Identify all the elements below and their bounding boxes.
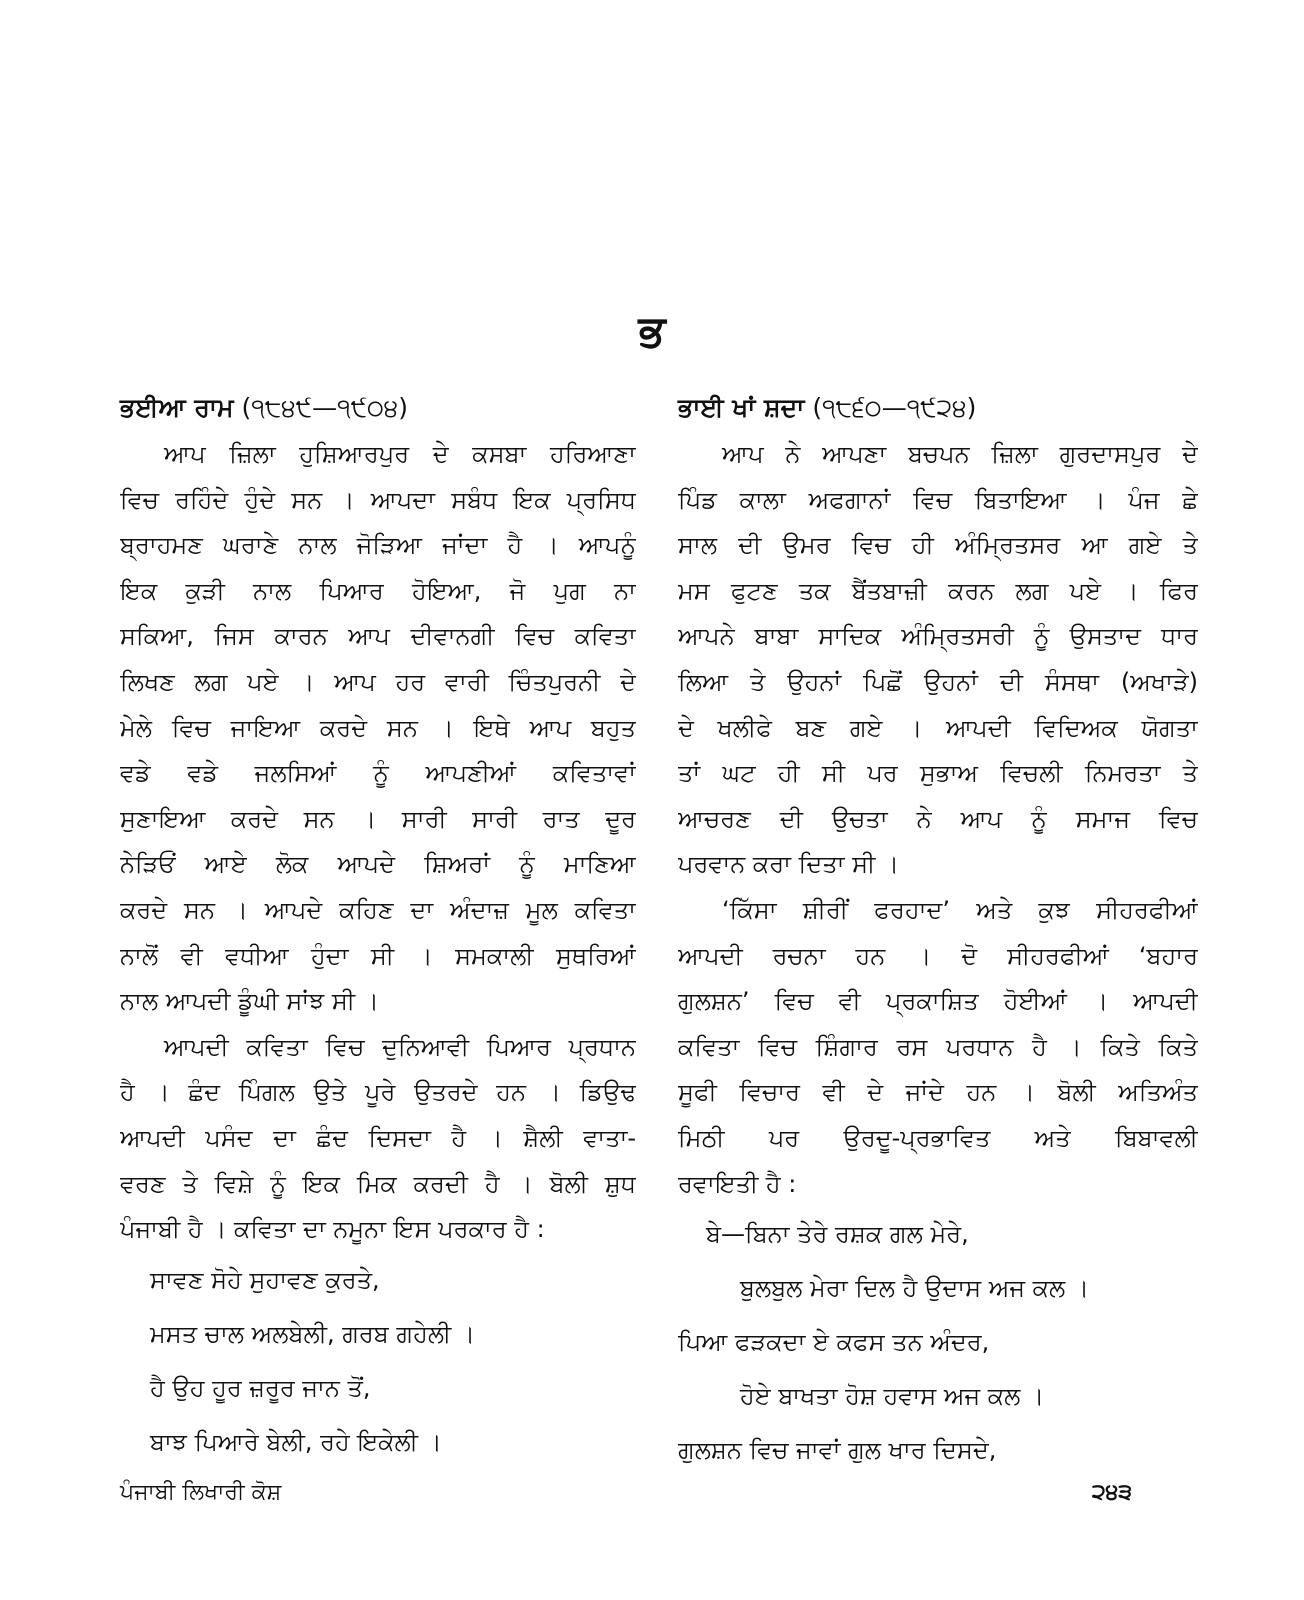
entry-heading xyxy=(120,390,636,426)
paragraph-line: ਆਪਨੇ ਬਾਬਾ ਸਾਦਿਕ ਅੰਮ੍ਰਿਤਸਰੀ ਨੂੰ ਉਸਤਾਦ ਧਾਰ xyxy=(678,622,1198,651)
paragraph-line: ਨਾਲ ਆਪਦੀ ਡੂੰਘੀ ਸਾਂਝ ਸੀ । xyxy=(120,987,379,1016)
verse-line: ਬੇ—ਬਿਨਾ ਤੇਰੇ ਰਸ਼ਕ ਗਲ ਮੇਰੇ, xyxy=(706,1220,969,1249)
paragraph-line: ਸਾਲ ਦੀ ਉਮਰ ਵਿਚ ਹੀ ਅੰਮ੍ਰਿਤਸਰ ਆ ਗਏ ਤੇ xyxy=(678,531,1198,560)
paragraph-line: ਨਾਲੋਂ ਵੀ ਵਧੀਆ ਹੁੰਦਾ ਸੀ । ਸਮਕਾਲੀ ਸੁਥਰਿਆਂ xyxy=(120,941,636,970)
paragraph-line: ਆਪਦੀ ਪਸੰਦ ਦਾ ਛੰਦ ਦਿਸਦਾ ਹੈ । ਸ਼ੈਲੀ ਵਾਤਾ- xyxy=(120,1123,636,1152)
verse-line: ਮਸਤ ਚਾਲ ਅਲਬੇਲੀ, ਗਰਬ ਗਹੇਲੀ । xyxy=(150,1319,476,1348)
left-column xyxy=(120,390,636,1469)
paragraph-line: ਕਰਦੇ ਸਨ । ਆਪਦੇ ਕਹਿਣ ਦਾ ਅੰਦਾਜ਼ ਮੂਲ ਕਵਿਤਾ xyxy=(120,895,636,924)
paragraph-line: ਵਰਣ ਤੇ ਵਿਸ਼ੇ ਨੂੰ ਇਕ ਮਿਕ ਕਰਦੀ ਹੈ । ਬੋਲੀ ਸ਼ੁਧ xyxy=(120,1169,636,1198)
footer-page-number: ੨੪੩ xyxy=(1092,1480,1133,1505)
paragraph-line: ਵਿਚ ਰਹਿੰਦੇ ਹੁੰਦੇ ਸਨ । ਆਪਦਾ ਸਬੰਧ ਇਕ ਪ੍ਰਸਿਧ xyxy=(120,485,636,514)
verse-line: ਹੈ ਉਹ ਹੂਰ ਜ਼ਰੂਰ ਜਾਨ ਤੋਂ, xyxy=(150,1373,371,1402)
paragraph-line: ਰਵਾਇਤੀ ਹੈ : xyxy=(678,1169,797,1198)
paragraph-line: ਤਾਂ ਘਟ ਹੀ ਸੀ ਪਰ ਸੁਭਾਅ ਵਿਚਲੀ ਨਿਮਰਤਾ ਤੇ xyxy=(678,759,1198,788)
paragraph-line: ਪੰਜਾਬੀ ਹੈ । ਕਵਿਤਾ ਦਾ ਨਮੂਨਾ ਇਸ ਪਰਕਾਰ ਹੈ : xyxy=(120,1215,545,1244)
paragraph-line: ਮਿਠੀ ਪਰ ਉਰਦੂ-ਪ੍ਰਭਾਵਿਤ ਅਤੇ ਬਿਬਾਵਲੀ xyxy=(678,1123,1198,1152)
paragraph-line: ਗੁਲਸ਼ਨ’ ਵਿਚ ਵੀ ਪ੍ਰਕਾਸ਼ਿਤ ਹੋਈਆਂ । ਆਪਦੀ xyxy=(678,987,1198,1016)
verse-line: ਹੋਏ ਬਾਖਤਾ ਹੋਸ਼ ਹਵਾਸ ਅਜ ਕਲ । xyxy=(740,1382,1045,1411)
verse-line: ਬੁਲਬੁਲ ਮੇਰਾ ਦਿਲ ਹੈ ਉਦਾਸ ਅਜ ਕਲ । xyxy=(740,1274,1090,1303)
paragraph-line: ਵਡੇ ਵਡੇ ਜਲਸਿਆਂ ਨੂੰ ਆਪਣੀਆਂ ਕਵਿਤਾਵਾਂ xyxy=(120,759,636,788)
paragraph-line: ਸੁਣਾਇਆ ਕਰਦੇ ਸਨ । ਸਾਰੀ ਸਾਰੀ ਰਾਤ ਦੂਰ xyxy=(120,804,636,833)
paragraph-line: ਇਕ ਕੁੜੀ ਨਾਲ ਪਿਆਰ ਹੋਇਆ, ਜੋ ਪੁਗ ਨਾ xyxy=(120,576,636,605)
entry-heading xyxy=(678,390,1198,426)
paragraph-line: ‘ਕਿੱਸਾ ਸ਼ੀਰੀਂ ਫਰਹਾਦ’ ਅਤੇ ਕੁਝ ਸੀਹਰਫੀਆਂ xyxy=(722,895,1198,924)
paragraph-line: ਲਿਖਣ ਲਗ ਪਏ । ਆਪ ਹਰ ਵਾਰੀ ਚਿੰਤਪੁਰਨੀ ਦੇ xyxy=(120,667,636,696)
paragraph-line: ਆਪ ਜ਼ਿਲਾ ਹੁਸ਼ਿਆਰਪੁਰ ਦੇ ਕਸਬਾ ਹਰਿਆਣਾ xyxy=(164,440,636,468)
paragraph-line: ਹੈ । ਛੰਦ ਪਿੰਗਲ ਉਤੇ ਪੂਰੇ ਉਤਰਦੇ ਹਨ । ਡਿਉਢ xyxy=(120,1078,636,1107)
paragraph-line: ਪਿੰਡ ਕਾਲਾ ਅਫਗਾਨਾਂ ਵਿਚ ਬਿਤਾਇਆ । ਪੰਜ ਛੇ xyxy=(678,485,1198,514)
paragraph-line: ਦੇ ਖਲੀਫੇ ਬਣ ਗਏ । ਆਪਦੀ ਵਿਦਿਅਕ ਯੋਗਤਾ xyxy=(678,713,1198,742)
verse-line: ਗੁਲਸ਼ਨ ਵਿਚ ਜਾਵਾਂ ਗੁਲ ਖਾਰ ਦਿਸਦੇ, xyxy=(678,1436,997,1465)
footer-book-title: ਪੰਜਾਬੀ ਲਿਖਾਰੀ ਕੋਸ਼ xyxy=(120,1480,282,1505)
verse-line: ਪਿਆ ਫੜਕਦਾ ਏ ਕਫਸ ਤਨ ਅੰਦਰ, xyxy=(678,1328,990,1357)
verse-line: ਸਾਵਣ ਸੋਹੇ ਸੁਹਾਵਣ ਕੁਰਤੇ, xyxy=(150,1265,380,1294)
entry-name: ਭਈਆ ਰਾਮ xyxy=(120,393,234,422)
entry-name: ਭਾਈ ਖਾਂ ਸ਼ਦਾ xyxy=(678,393,805,422)
paragraph-line: ਆਚਰਣ ਦੀ ਉਚਤਾ ਨੇ ਆਪ ਨੂੰ ਸਮਾਜ ਵਿਚ xyxy=(678,804,1198,833)
paragraph-line: ਸੂਫੀ ਵਿਚਾਰ ਵੀ ਦੇ ਜਾਂਦੇ ਹਨ । ਬੋਲੀ ਅਤਿਅੰਤ xyxy=(678,1078,1198,1107)
paragraph-line: ਲਿਆ ਤੇ ਉਹਨਾਂ ਪਿਛੋਂ ਉਹਨਾਂ ਦੀ ਸੰਸਥਾ (ਅਖਾੜੇ) xyxy=(678,667,1198,696)
paragraph-line: ਬ੍ਰਾਹਮਣ ਘਰਾਣੇ ਨਾਲ ਜੋੜਿਆ ਜਾਂਦਾ ਹੈ । ਆਪਨੂੰ xyxy=(120,531,636,560)
paragraph-line: ਮੇਲੇ ਵਿਚ ਜਾਇਆ ਕਰਦੇ ਸਨ । ਇਥੇ ਆਪ ਬਹੁਤ xyxy=(120,713,636,742)
entry-dates: (੧੮੬੦—੧੯੨੪) xyxy=(812,393,977,422)
paragraph-line: ਆਪ ਨੇ ਆਪਣਾ ਬਚਪਨ ਜ਼ਿਲਾ ਗੁਰਦਾਸਪੁਰ ਦੇ xyxy=(722,440,1198,468)
paragraph-line: ਨੇੜਿਓਂ ਆਏ ਲੋਕ ਆਪਦੇ ਸ਼ਿਅਰਾਂ ਨੂੰ ਮਾਣਿਆ xyxy=(120,850,636,879)
paragraph-line: ਪਰਵਾਨ ਕਰਾ ਦਿਤਾ ਸੀ । xyxy=(678,850,900,879)
entry-dates: (੧੮੪੯—੧੯੦੪) xyxy=(241,393,409,422)
paragraph-line: ਸਕਿਆ, ਜਿਸ ਕਾਰਨ ਆਪ ਦੀਵਾਨਗੀ ਵਿਚ ਕਵਿਤਾ xyxy=(120,622,636,651)
paragraph-line: ਆਪਦੀ ਕਵਿਤਾ ਵਿਚ ਦੁਨਿਆਵੀ ਪਿਆਰ ਪ੍ਰਧਾਨ xyxy=(164,1032,636,1061)
right-column xyxy=(678,390,1198,1477)
verse-line: ਬਾਝ ਪਿਆਰੇ ਬੇਲੀ, ਰਹੇ ਇਕੇਲੀ । xyxy=(150,1427,442,1456)
section-letter: ਭ xyxy=(638,306,666,357)
paragraph-line: ਆਪਦੀ ਰਚਨਾ ਹਨ । ਦੋ ਸੀਹਰਫੀਆਂ ‘ਬਹਾਰ xyxy=(678,941,1198,970)
paragraph-line: ਮਸ ਫੁਟਣ ਤਕ ਬੈਂਤਬਾਜ਼ੀ ਕਰਨ ਲਗ ਪਏ । ਫਿਰ xyxy=(678,576,1198,605)
paragraph-line: ਕਵਿਤਾ ਵਿਚ ਸ਼ਿੰਗਾਰ ਰਸ ਪਰਧਾਨ ਹੈ । ਕਿਤੇ ਕਿਤੇ xyxy=(678,1032,1198,1061)
